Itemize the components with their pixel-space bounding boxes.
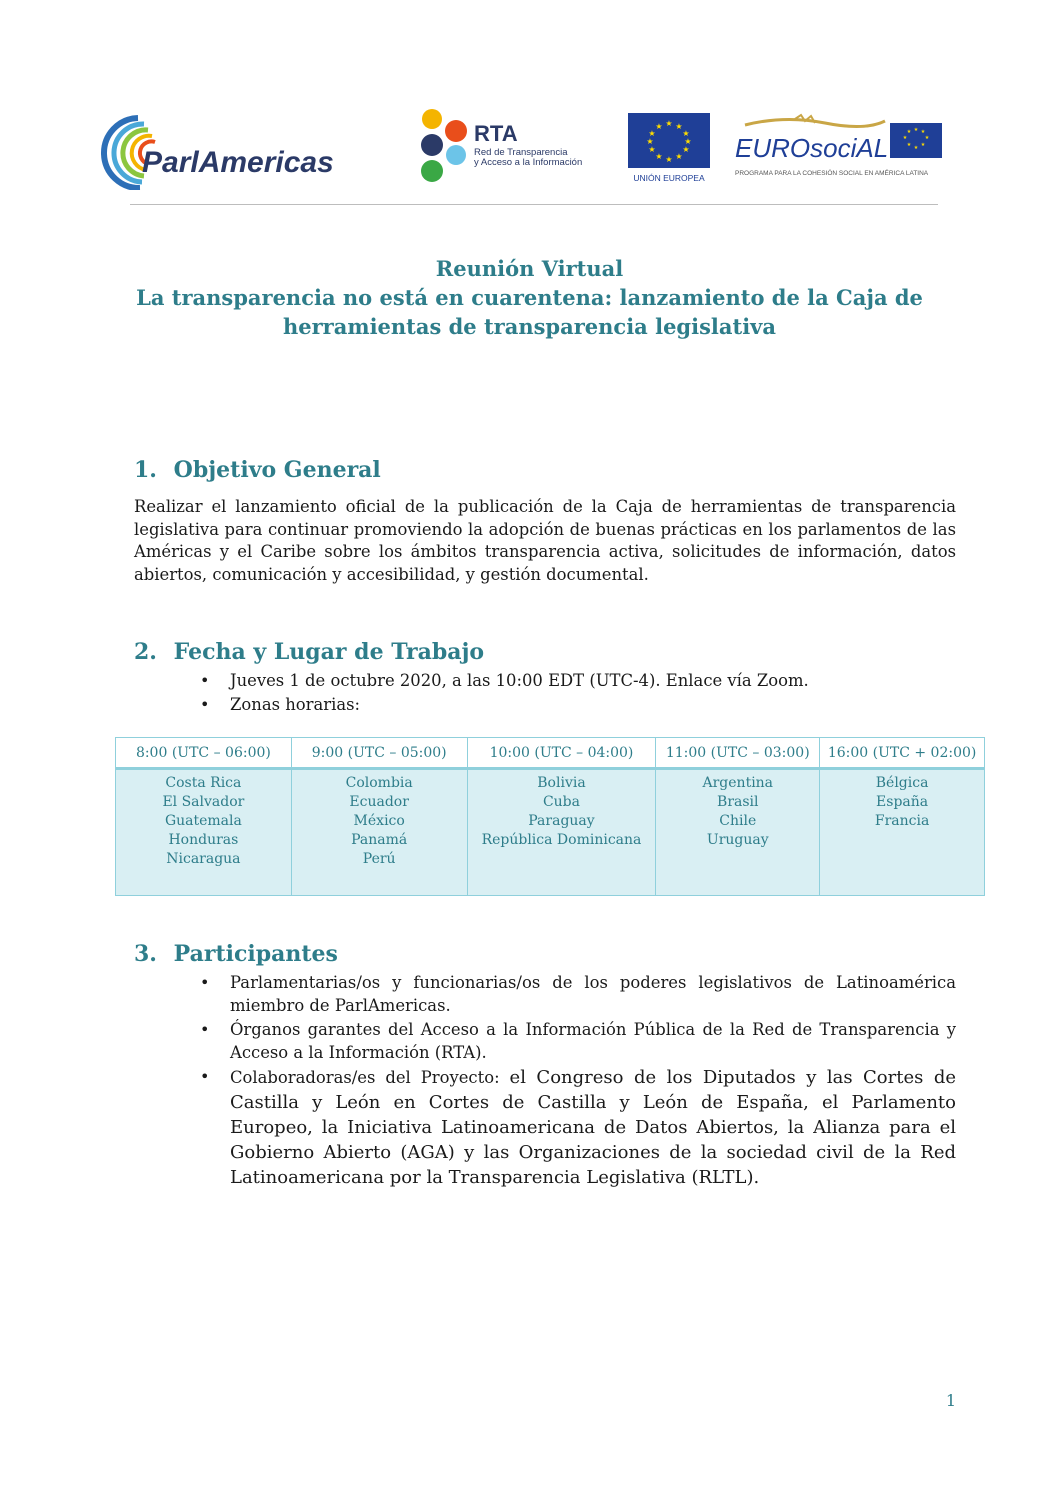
country-name: Costa Rica [165,775,242,791]
list-item-lead: Colaboradoras/es del Proyecto: [230,1068,510,1087]
svg-text:★: ★ [902,135,908,141]
svg-text:★: ★ [655,122,663,131]
svg-text:★: ★ [675,152,683,161]
country-name: Argentina [702,775,774,791]
country-name: Uruguay [706,832,769,848]
title-line-3: herramientas de transparencia legislativa [282,314,776,339]
section-2-bullets [198,669,956,717]
section-number: 1. [134,457,157,483]
header-divider [130,204,938,205]
country-name: El Salvador [162,794,245,810]
svg-text:★: ★ [655,152,663,161]
svg-text:EUROsociAL: EUROsociAL [735,133,889,163]
list-item: • Zonas horarias: [198,693,956,716]
country-name: Francia [874,813,930,829]
svg-text:★: ★ [913,145,919,151]
section-1-body: Realizar el lanzamiento oficial de la publicación de la Caja de herramientas de transparencia legislativa para continuar promoviendo la adopción de buenas prácticas en los parlamentos de las Américas y el Caribe sobre los ámbitos transparencia activa, solicitudes de información, datos abiertos, comunicación y accesibilidad, y gestión documental. [134,497,956,584]
list-item: • Órganos garantes del Acceso a la Información Pública de la Red de Transparencia y Acceso a la Información (RTA). [198,1018,956,1064]
header-logos [100,105,945,195]
table-cell-countries [467,769,656,896]
country-name: Cuba [542,794,580,810]
country-name: Ecuador [349,794,409,810]
svg-text:★: ★ [924,135,930,141]
document-title [100,254,959,341]
page-number: 1 [945,1391,956,1410]
table-cell-countries [291,769,467,896]
svg-text:★: ★ [684,137,692,146]
country-name: Honduras [168,832,239,848]
svg-text:★: ★ [675,122,683,131]
table-header-cell: 10:00 (UTC – 04:00) [467,738,656,769]
country-name: Chile [719,813,757,829]
country-name: Bolivia [537,775,586,791]
section-title: Fecha y Lugar de Trabajo [173,639,485,665]
timezone-table [115,737,985,896]
parlamericas-logo [100,110,380,190]
country-name: Perú [362,851,396,867]
svg-text:★: ★ [913,127,919,133]
country-name: Bélgica [875,775,929,791]
table-header-cell: 16:00 (UTC + 02:00) [820,738,985,769]
svg-text:★: ★ [665,155,673,164]
svg-text:★: ★ [665,119,673,128]
list-item-rest: el Congreso de los Diputados y las Cortes de Castilla y León en Cortes de Castilla y León de España, el Parlamento Europeo, la Iniciativa Latinoamericana de Datos Abiertos, la Alianza para el Gobierno Abierto (AGA) y las Organizaciones de la sociedad civil de la Red Latinoamericana por la Transparencia Legislativa (RLTL). [230,1067,956,1188]
section-number: 2. [134,639,157,665]
title-line-1: Reunión Virtual [435,256,624,281]
table-cell-countries [116,769,292,896]
table-header-cell: 11:00 (UTC – 03:00) [656,738,820,769]
title-line-2: La transparencia no está en cuarentena: lanzamiento de la Caja de [136,285,923,310]
svg-text:★: ★ [682,145,690,154]
section-2-heading [134,639,484,665]
svg-text:PROGRAMA PARA LA COHESIÓN SOCI: PROGRAMA PARA LA COHESIÓN SOCIAL EN AMÉRICA LATINA [735,170,929,177]
table-header-cell: 8:00 (UTC – 06:00) [116,738,292,769]
svg-text:★: ★ [906,129,912,135]
list-item [198,1065,956,1190]
svg-text:★: ★ [646,137,654,146]
table-cell-countries [820,769,985,896]
country-name: Paraguay [528,813,595,829]
eurosocial-logo [735,113,947,183]
country-name: México [353,813,405,829]
country-name: España [876,794,929,810]
section-title: Participantes [173,941,338,967]
svg-text:UNIÓN EUROPEA: UNIÓN EUROPEA [633,173,705,183]
svg-text:★: ★ [920,142,926,148]
svg-text:★: ★ [906,142,912,148]
svg-text:Red de Transparencia: Red de Transparencia [474,147,568,158]
svg-text:★: ★ [648,129,656,138]
table-header-cell: 9:00 (UTC – 05:00) [291,738,467,769]
svg-text:★: ★ [920,129,926,135]
country-name: Panamá [351,832,408,848]
section-number: 3. [134,941,157,967]
svg-text:★: ★ [682,129,690,138]
section-1-heading [134,457,381,483]
svg-text:★: ★ [648,145,656,154]
country-name: República Dominicana [481,832,642,848]
table-header-row [116,738,985,769]
country-name: Nicaragua [166,851,241,867]
svg-text:ParlAmericas: ParlAmericas [142,146,334,179]
table-cell-countries [656,769,820,896]
country-name: Brasil [717,794,759,810]
svg-text:y Acceso a la Información: y Acceso a la Información [474,157,583,168]
rta-logo [418,105,598,185]
section-3-bullets [198,971,956,1191]
country-name: Guatemala [164,813,242,829]
svg-text:RTA: RTA [474,121,518,146]
section-title: Objetivo General [173,457,381,483]
country-name: Colombia [345,775,413,791]
union-europea-logo [628,113,710,185]
section-3-heading [134,941,338,967]
list-item: • Jueves 1 de octubre 2020, a las 10:00 EDT (UTC-4). Enlace vía Zoom. [198,669,956,692]
table-row [116,769,985,896]
list-item: • Parlamentarias/os y funcionarias/os de los poderes legislativos de Latinoamérica miembro de ParlAmericas. [198,971,956,1017]
